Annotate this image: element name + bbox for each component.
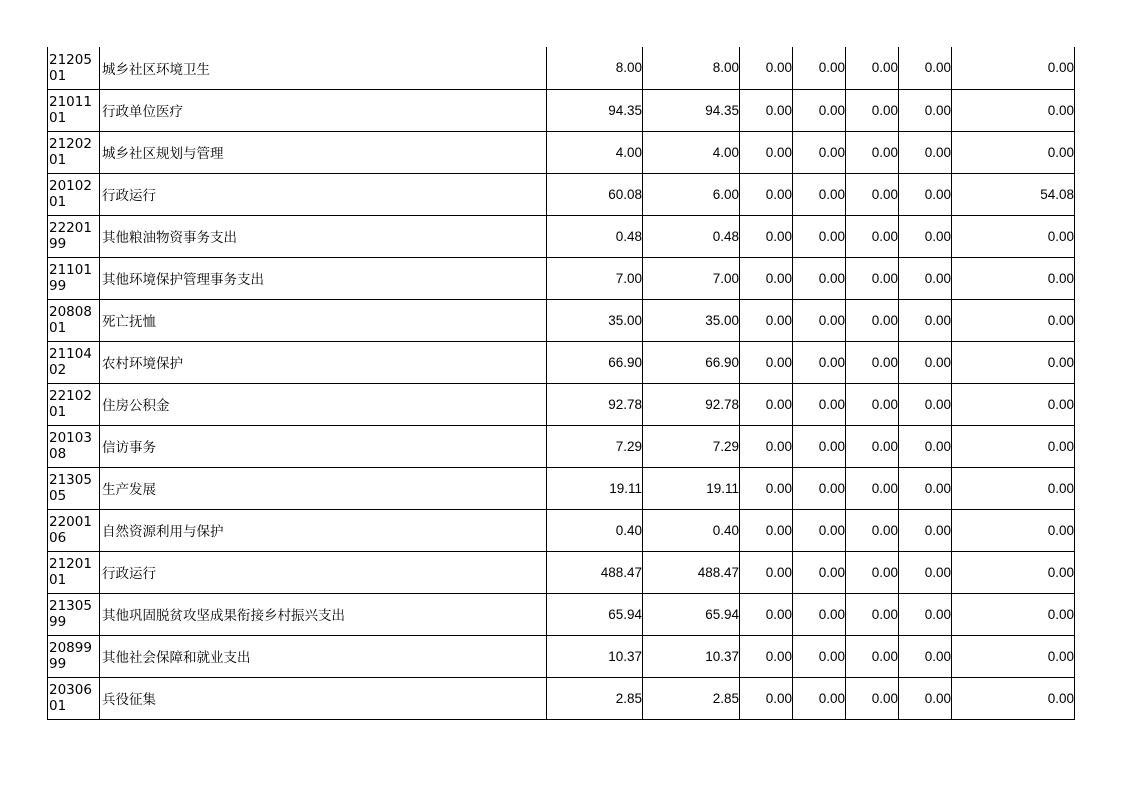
table-row — [48, 257, 1075, 299]
amount-col-1-cell: 92.78 — [547, 383, 643, 425]
subject-code-cell: 2120101 — [48, 551, 100, 593]
amount-col-1-cell: 94.35 — [547, 89, 643, 131]
subject-name-cell: 行政运行 — [100, 551, 547, 593]
subject-name-cell: 其他粮油物资事务支出 — [100, 215, 547, 257]
amount-col-4-cell: 0.00 — [793, 635, 846, 677]
table-row — [48, 173, 1075, 215]
table-row — [48, 467, 1075, 509]
amount-col-1-cell: 60.08 — [547, 173, 643, 215]
amount-col-7-cell: 0.00 — [952, 47, 1075, 89]
amount-col-7-cell: 0.00 — [952, 635, 1075, 677]
amount-col-5-cell: 0.00 — [846, 425, 899, 467]
amount-col-1-cell: 35.00 — [547, 299, 643, 341]
amount-col-5-cell: 0.00 — [846, 383, 899, 425]
subject-code-cell: 2220199 — [48, 215, 100, 257]
table-body — [48, 47, 1075, 719]
subject-code-cell: 2210201 — [48, 383, 100, 425]
amount-col-7-cell: 0.00 — [952, 509, 1075, 551]
amount-col-5-cell: 0.00 — [846, 215, 899, 257]
amount-col-6-cell: 0.00 — [899, 551, 952, 593]
amount-col-1-cell: 65.94 — [547, 593, 643, 635]
amount-col-7-cell: 0.00 — [952, 215, 1075, 257]
amount-col-2-cell: 488.47 — [643, 551, 740, 593]
amount-col-7-cell: 0.00 — [952, 131, 1075, 173]
amount-col-3-cell: 0.00 — [740, 131, 793, 173]
amount-col-1-cell: 2.85 — [547, 677, 643, 719]
subject-name-cell: 行政运行 — [100, 173, 547, 215]
subject-name-cell: 死亡抚恤 — [100, 299, 547, 341]
amount-col-7-cell: 0.00 — [952, 299, 1075, 341]
amount-col-1-cell: 7.00 — [547, 257, 643, 299]
amount-col-3-cell: 0.00 — [740, 299, 793, 341]
amount-col-2-cell: 6.00 — [643, 173, 740, 215]
amount-col-7-cell: 0.00 — [952, 677, 1075, 719]
amount-col-6-cell: 0.00 — [899, 299, 952, 341]
amount-col-1-cell: 488.47 — [547, 551, 643, 593]
amount-col-4-cell: 0.00 — [793, 299, 846, 341]
amount-col-7-cell: 0.00 — [952, 425, 1075, 467]
amount-col-3-cell: 0.00 — [740, 173, 793, 215]
amount-col-2-cell: 0.40 — [643, 509, 740, 551]
subject-name-cell: 兵役征集 — [100, 677, 547, 719]
subject-code-cell: 2200106 — [48, 509, 100, 551]
amount-col-3-cell: 0.00 — [740, 509, 793, 551]
amount-col-4-cell: 0.00 — [793, 257, 846, 299]
amount-col-1-cell: 19.11 — [547, 467, 643, 509]
amount-col-4-cell: 0.00 — [793, 47, 846, 89]
table-row — [48, 383, 1075, 425]
table-row — [48, 341, 1075, 383]
amount-col-1-cell: 66.90 — [547, 341, 643, 383]
amount-col-2-cell: 8.00 — [643, 47, 740, 89]
amount-col-5-cell: 0.00 — [846, 677, 899, 719]
table-row — [48, 677, 1075, 719]
amount-col-6-cell: 0.00 — [899, 635, 952, 677]
amount-col-4-cell: 0.00 — [793, 677, 846, 719]
amount-col-2-cell: 65.94 — [643, 593, 740, 635]
amount-col-4-cell: 0.00 — [793, 509, 846, 551]
subject-code-cell: 2130505 — [48, 467, 100, 509]
amount-col-5-cell: 0.00 — [846, 299, 899, 341]
amount-col-3-cell: 0.00 — [740, 47, 793, 89]
amount-col-2-cell: 4.00 — [643, 131, 740, 173]
amount-col-6-cell: 0.00 — [899, 173, 952, 215]
amount-col-4-cell: 0.00 — [793, 89, 846, 131]
amount-col-5-cell: 0.00 — [846, 173, 899, 215]
table-row — [48, 47, 1075, 89]
amount-col-5-cell: 0.00 — [846, 467, 899, 509]
amount-col-6-cell: 0.00 — [899, 509, 952, 551]
table-row — [48, 131, 1075, 173]
amount-col-1-cell: 4.00 — [547, 131, 643, 173]
amount-col-4-cell: 0.00 — [793, 425, 846, 467]
subject-name-cell: 信访事务 — [100, 425, 547, 467]
subject-name-cell: 农村环境保护 — [100, 341, 547, 383]
subject-name-cell: 其他巩固脱贫攻坚成果衔接乡村振兴支出 — [100, 593, 547, 635]
amount-col-2-cell: 2.85 — [643, 677, 740, 719]
amount-col-7-cell: 0.00 — [952, 383, 1075, 425]
amount-col-2-cell: 0.48 — [643, 215, 740, 257]
amount-col-6-cell: 0.00 — [899, 257, 952, 299]
subject-code-cell: 2030601 — [48, 677, 100, 719]
subject-code-cell: 2130599 — [48, 593, 100, 635]
subject-code-cell: 2120201 — [48, 131, 100, 173]
subject-name-cell: 城乡社区规划与管理 — [100, 131, 547, 173]
amount-col-5-cell: 0.00 — [846, 509, 899, 551]
amount-col-6-cell: 0.00 — [899, 341, 952, 383]
amount-col-5-cell: 0.00 — [846, 551, 899, 593]
amount-col-2-cell: 92.78 — [643, 383, 740, 425]
amount-col-1-cell: 0.40 — [547, 509, 643, 551]
amount-col-3-cell: 0.00 — [740, 551, 793, 593]
amount-col-2-cell: 94.35 — [643, 89, 740, 131]
amount-col-3-cell: 0.00 — [740, 635, 793, 677]
amount-col-7-cell: 0.00 — [952, 257, 1075, 299]
amount-col-7-cell: 0.00 — [952, 551, 1075, 593]
amount-col-5-cell: 0.00 — [846, 593, 899, 635]
amount-col-4-cell: 0.00 — [793, 173, 846, 215]
amount-col-3-cell: 0.00 — [740, 593, 793, 635]
amount-col-7-cell: 0.00 — [952, 341, 1075, 383]
amount-col-1-cell: 8.00 — [547, 47, 643, 89]
amount-col-4-cell: 0.00 — [793, 131, 846, 173]
amount-col-5-cell: 0.00 — [846, 341, 899, 383]
amount-col-6-cell: 0.00 — [899, 383, 952, 425]
subject-code-cell: 2010201 — [48, 173, 100, 215]
amount-col-2-cell: 66.90 — [643, 341, 740, 383]
amount-col-1-cell: 0.48 — [547, 215, 643, 257]
table-row — [48, 635, 1075, 677]
amount-col-4-cell: 0.00 — [793, 593, 846, 635]
subject-name-cell: 行政单位医疗 — [100, 89, 547, 131]
amount-col-4-cell: 0.00 — [793, 341, 846, 383]
table-row — [48, 299, 1075, 341]
amount-col-3-cell: 0.00 — [740, 89, 793, 131]
amount-col-3-cell: 0.00 — [740, 215, 793, 257]
amount-col-3-cell: 0.00 — [740, 257, 793, 299]
amount-col-6-cell: 0.00 — [899, 131, 952, 173]
amount-col-6-cell: 0.00 — [899, 593, 952, 635]
table-row — [48, 593, 1075, 635]
subject-code-cell: 2101101 — [48, 89, 100, 131]
amount-col-2-cell: 35.00 — [643, 299, 740, 341]
amount-col-5-cell: 0.00 — [846, 257, 899, 299]
table-row — [48, 215, 1075, 257]
subject-name-cell: 其他社会保障和就业支出 — [100, 635, 547, 677]
amount-col-5-cell: 0.00 — [846, 89, 899, 131]
subject-code-cell: 2080801 — [48, 299, 100, 341]
amount-col-6-cell: 0.00 — [899, 677, 952, 719]
amount-col-3-cell: 0.00 — [740, 383, 793, 425]
subject-code-cell: 2120501 — [48, 47, 100, 89]
amount-col-6-cell: 0.00 — [899, 89, 952, 131]
amount-col-1-cell: 10.37 — [547, 635, 643, 677]
amount-col-3-cell: 0.00 — [740, 677, 793, 719]
amount-col-7-cell: 0.00 — [952, 467, 1075, 509]
amount-col-6-cell: 0.00 — [899, 47, 952, 89]
amount-col-3-cell: 0.00 — [740, 467, 793, 509]
amount-col-4-cell: 0.00 — [793, 383, 846, 425]
budget-table — [47, 47, 1075, 720]
amount-col-1-cell: 7.29 — [547, 425, 643, 467]
amount-col-4-cell: 0.00 — [793, 467, 846, 509]
amount-col-2-cell: 7.29 — [643, 425, 740, 467]
amount-col-2-cell: 7.00 — [643, 257, 740, 299]
amount-col-2-cell: 19.11 — [643, 467, 740, 509]
subject-code-cell: 2089999 — [48, 635, 100, 677]
subject-name-cell: 其他环境保护管理事务支出 — [100, 257, 547, 299]
amount-col-5-cell: 0.00 — [846, 131, 899, 173]
amount-col-4-cell: 0.00 — [793, 551, 846, 593]
amount-col-6-cell: 0.00 — [899, 425, 952, 467]
amount-col-3-cell: 0.00 — [740, 425, 793, 467]
subject-name-cell: 生产发展 — [100, 467, 547, 509]
amount-col-7-cell: 0.00 — [952, 89, 1075, 131]
amount-col-3-cell: 0.00 — [740, 341, 793, 383]
subject-name-cell: 城乡社区环境卫生 — [100, 47, 547, 89]
amount-col-5-cell: 0.00 — [846, 47, 899, 89]
table-row — [48, 89, 1075, 131]
table-row — [48, 509, 1075, 551]
amount-col-5-cell: 0.00 — [846, 635, 899, 677]
amount-col-4-cell: 0.00 — [793, 215, 846, 257]
table-row — [48, 551, 1075, 593]
amount-col-6-cell: 0.00 — [899, 215, 952, 257]
amount-col-2-cell: 10.37 — [643, 635, 740, 677]
subject-name-cell: 自然资源利用与保护 — [100, 509, 547, 551]
amount-col-6-cell: 0.00 — [899, 467, 952, 509]
amount-col-7-cell: 54.08 — [952, 173, 1075, 215]
table-row — [48, 425, 1075, 467]
subject-code-cell: 2110199 — [48, 257, 100, 299]
amount-col-7-cell: 0.00 — [952, 593, 1075, 635]
subject-name-cell: 住房公积金 — [100, 383, 547, 425]
subject-code-cell: 2110402 — [48, 341, 100, 383]
subject-code-cell: 2010308 — [48, 425, 100, 467]
